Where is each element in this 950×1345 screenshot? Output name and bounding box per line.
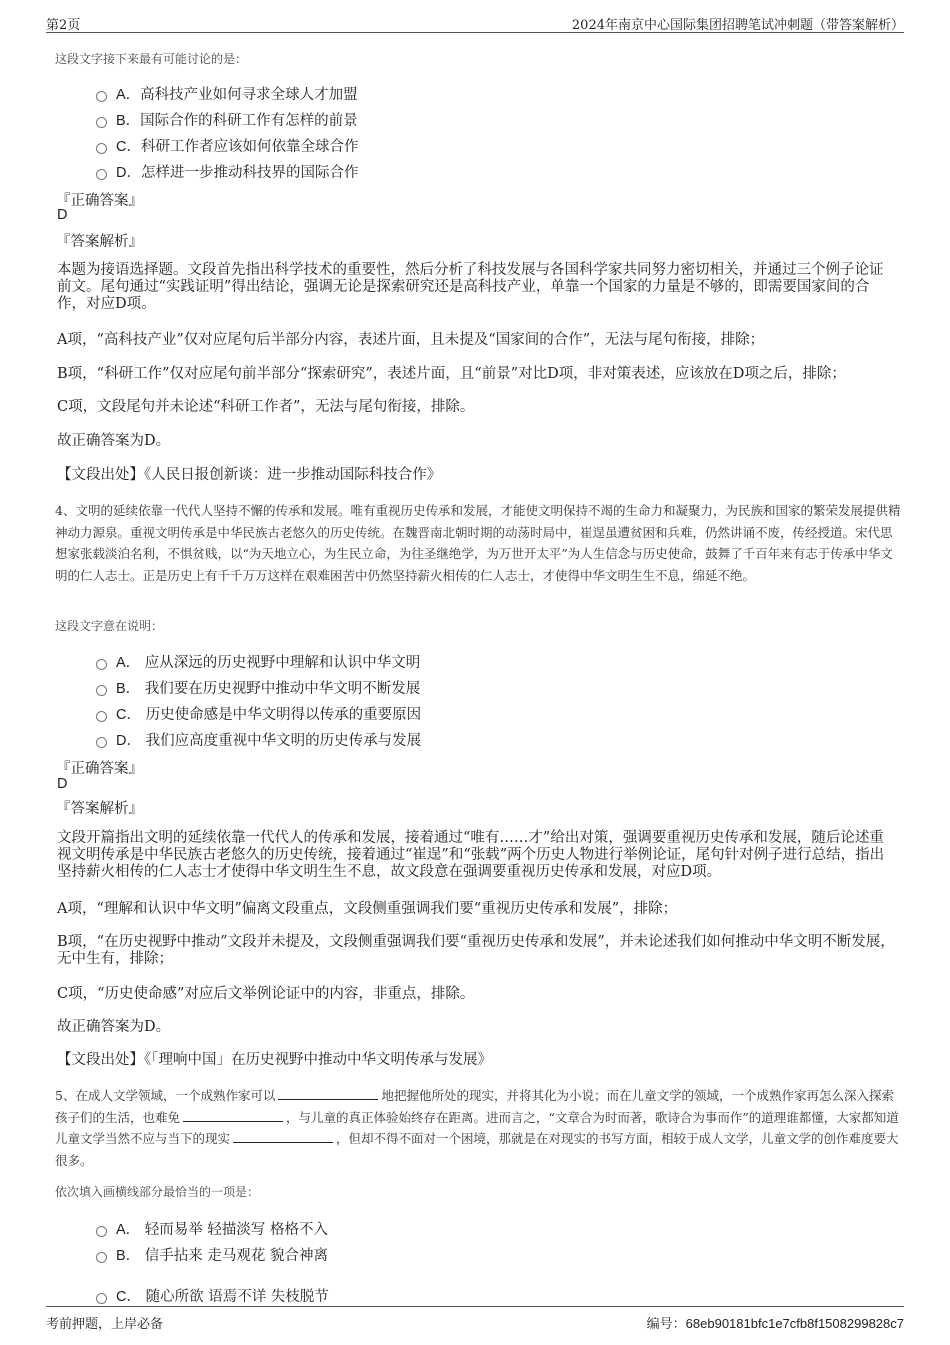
q3-option-c[interactable]: C．科研工作者应该如何依靠全球合作 [96,135,358,156]
q5-passage: 5、在成人文学领域，一个成熟作家可以 地把握他所处的现实，并将其化为小说；而在儿童文学的领域，一个成熟作家再怎么深入探索孩子们的生活，也难免 ，与儿童的真正体验始终存在距离。进而言之，“文章合为时而著，歌诗合为事而作”的道理谁都懂，大家都知道儿童文学当然不应与当下的现实 ，但却不得不面对一个困境，那就是在对现实的书写方面，相较于成人文学，儿童文学的创作难度要大很多。 [55,1088,899,1168]
q4-option-b[interactable]: B． 我们要在历史视野中推动中华文明不断发展 [96,677,420,698]
q4-analysis-c: C项，“历史使命感”对应后文举例论证中的内容，非重点，排除。 [57,986,475,1002]
q4-passage: 4、文明的延续依靠一代代人坚持不懈的传承和发展。唯有重视历史传承和发展，才能使文明保持不竭的生命力和凝聚力，为民族和国家的繁荣发展提供精神动力源泉。重视文明传承是中华民族古老悠久的历史传统。在魏晋南北朝时期的动荡时局中，崔逞虽遭贫困和兵难，仍然讲诵不废，传经授道。宋代思想家张载淡泊名利，不惧贫贱，以“为天地立心，为生民立命，为往圣继绝学，为万世开太平”为人生信念与历史使命，鼓舞了千百年来有志于传承中华文明的仁人志士。正是历史上有千千万万这样在艰难困苦中仍然坚持薪火相传的仁人志士，才使得中华文明生生不息，绵延不绝。 [55,503,901,583]
page-number: 第2页 [46,18,81,33]
radio-icon[interactable] [96,711,107,722]
radio-icon[interactable] [96,1252,107,1263]
q3-analysis-b: B项，“科研工作”仅对应尾句前半部分“探索研究”，表述片面，且“前景”对比D项，非对策表述，应该放在D项之后，排除； [57,366,846,382]
page-header [46,12,904,33]
radio-icon[interactable] [96,169,107,180]
q3-option-a[interactable]: A．高科技产业如何寻求全球人才加盟 [96,83,358,104]
q3-analysis-c: C项，文段尾句并未论述“科研工作者”，无法与尾句衔接，排除。 [57,399,475,415]
q4-analysis-main: 文段开篇指出文明的延续依靠一代代人的传承和发展，接着通过“唯有……才”给出对策，强调要重视历史传承和发展，随后论述重视文明传承是中华民族古老悠久的历史传统，接着通过“崔逞”和“张载”两个历史人物进行举例论证，尾句针对例子进行总结，指出坚持薪火相传的仁人志士才使得中华文明生生不息，故文段意在强调要重视历史传承和发展，对应D项。 [57,830,885,880]
q5-prompt: 依次填入画横线部分最恰当的一项是： [55,1185,260,1199]
q4-option-a[interactable]: A． 应从深远的历史视野中理解和认识中华文明 [96,651,420,672]
q4-conclusion: 故正确答案为D。 [57,1019,171,1035]
q3-answer-label: 『正确答案』 [56,193,143,209]
q4-analysis-label: 『答案解析』 [56,801,143,817]
q3-option-d[interactable]: D．怎样进一步推动科技界的国际合作 [96,161,358,182]
document-code: 编号：68eb90181bfc1e7cfb8f1508299828c7 [646,1316,904,1332]
q3-source: 【文段出处】《人民日报创新谈：进一步推动国际科技合作》 [57,467,442,483]
fill-blank-1[interactable] [278,1087,378,1100]
radio-icon[interactable] [96,1293,107,1304]
radio-icon[interactable] [96,685,107,696]
footer-slogan: 考前押题，上岸必备 [46,1317,164,1332]
radio-icon[interactable] [96,737,107,748]
q3-answer: D [57,207,68,223]
q3-option-b[interactable]: B．国际合作的科研工作有怎样的前景 [96,109,358,130]
page-footer [46,1306,904,1332]
document-title: 2024年南京中心国际集团招聘笔试冲刺题（带答案解析） [571,18,904,33]
radio-icon[interactable] [96,91,107,102]
q5-option-b[interactable]: B． 信手拈来 走马观花 貌合神离 [96,1244,328,1265]
q3-analysis-a: A项，“高科技产业”仅对应尾句后半部分内容，表述片面，且未提及“国家间的合作”，无法与尾句衔接，排除； [57,332,765,348]
q3-conclusion: 故正确答案为D。 [57,433,171,449]
radio-icon[interactable] [96,143,107,154]
q5-option-a[interactable]: A． 轻而易举 轻描淡写 格格不入 [96,1218,328,1239]
fill-blank-3[interactable] [233,1130,333,1143]
q4-answer: D [57,776,68,792]
q4-answer-label: 『正确答案』 [56,761,143,777]
q4-prompt: 这段文字意在说明： [55,619,164,633]
q3-prompt: 这段文字接下来最有可能讨论的是： [55,52,248,66]
radio-icon[interactable] [96,659,107,670]
radio-icon[interactable] [96,117,107,128]
q5-option-c[interactable]: C． 随心所欲 语焉不详 失枝脱节 [96,1285,329,1306]
fill-blank-2[interactable] [183,1109,283,1122]
q4-source: 【文段出处】《「理响中国」在历史视野中推动中华文明传承与发展》 [57,1052,492,1068]
radio-icon[interactable] [96,1226,107,1237]
q4-option-c[interactable]: C． 历史使命感是中华文明得以传承的重要原因 [96,703,421,724]
q4-analysis-a: A项，“理解和认识中华文明”偏离文段重点，文段侧重强调我们要“重视历史传承和发展”，排除； [57,901,678,917]
q4-option-d[interactable]: D． 我们应高度重视中华文明的历史传承与发展 [96,729,421,750]
q3-analysis-label: 『答案解析』 [56,234,143,250]
q4-analysis-b: B项，“在历史视野中推动”文段并未提及，文段侧重强调我们要“重视历史传承和发展”，并未论述我们如何推动中华文明不断发展，无中生有，排除； [57,934,895,967]
q3-analysis-main: 本题为接语选择题。文段首先指出科学技术的重要性，然后分析了科技发展与各国科学家共同努力密切相关，并通过三个例子论证前文。尾句通过“实践证明”得出结论，强调无论是探索研究还是高科技产业，单靠一个国家的力量是不够的，即需要国家间的合作，对应D项。 [57,262,884,312]
